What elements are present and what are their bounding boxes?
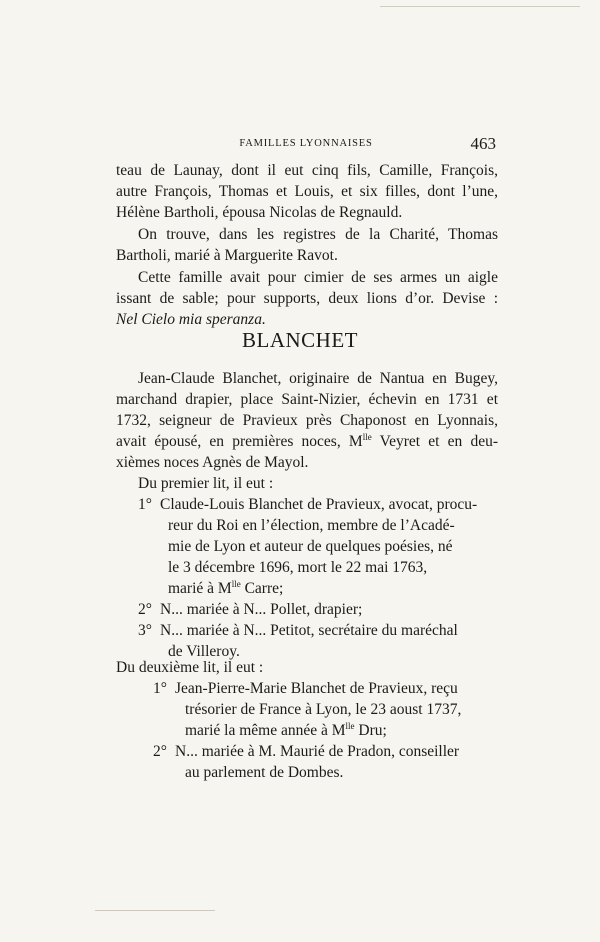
item-text bbox=[160, 620, 458, 662]
item-text bbox=[160, 494, 477, 599]
text-line bbox=[175, 720, 461, 741]
text-line: xièmes noces Agnès de Mayol. bbox=[116, 454, 309, 471]
text-line: reur du Roi en l’élection, membre de l’Acadé- bbox=[168, 517, 455, 534]
text-line: N... mariée à N... Pollet, drapier; bbox=[160, 601, 363, 618]
text-line: Jean-Pierre-Marie Blanchet de Pravieux, reçu bbox=[175, 680, 458, 697]
running-head bbox=[116, 134, 496, 158]
text-line: le 3 décembre 1696, mort le 22 mai 1763, bbox=[168, 559, 428, 576]
text-line: marchand drapier, place Saint-Nizier, échevin en 1731 et bbox=[116, 391, 498, 408]
item-number: 1° bbox=[153, 680, 167, 697]
first-child-2 bbox=[138, 599, 362, 620]
page-number: 463 bbox=[470, 134, 496, 153]
text-line: Jean-Claude Blanchet, originaire de Nantua en Bugey, bbox=[138, 370, 498, 387]
item-text bbox=[175, 741, 459, 783]
running-title: FAMILLES LYONNAISES bbox=[239, 138, 373, 149]
text-fragment: avait épousé, en premières noces, M bbox=[116, 433, 363, 450]
text-fragment: Carre; bbox=[240, 580, 284, 597]
intro-paragraph-3 bbox=[116, 267, 498, 330]
text-line: N... mariée à M. Maurié de Pradon, conseiller bbox=[175, 743, 460, 760]
motto: Nel Cielo mia speranza. bbox=[116, 311, 266, 328]
text-line: N... mariée à N... Petitot, secrétaire du maréchal bbox=[160, 622, 458, 639]
text-line: autre François, Thomas et Louis, et six filles, dont l’une, bbox=[116, 183, 498, 200]
text-line: trésorier de France à Lyon, le 23 aoust 1737, bbox=[185, 701, 462, 718]
text-line: Du deuxième lit, il eut : bbox=[116, 659, 264, 676]
text-line: 1732, seigneur de Pravieux près Chaponost en Lyonnais, bbox=[116, 412, 498, 429]
superscript: lle bbox=[231, 579, 241, 589]
item-number: 1° bbox=[138, 496, 152, 513]
item-number: 2° bbox=[153, 743, 167, 760]
text-line bbox=[160, 578, 477, 599]
second-child-2 bbox=[153, 741, 459, 783]
text-fragment: Dru; bbox=[354, 722, 387, 739]
blanchet-paragraph bbox=[116, 368, 498, 473]
text-line: Claude-Louis Blanchet de Pravieux, avocat, procu- bbox=[160, 496, 478, 513]
first-child-1 bbox=[138, 494, 477, 599]
second-bed-heading bbox=[116, 657, 498, 678]
section-title: BLANCHET bbox=[242, 328, 358, 352]
text-line: de Villeroy. bbox=[168, 643, 240, 660]
intro-paragraph-2 bbox=[116, 224, 498, 266]
intro-paragraph-1 bbox=[116, 160, 498, 223]
text-line: mie de Lyon et auteur de quelques poésies, né bbox=[168, 538, 453, 555]
item-text bbox=[160, 599, 362, 620]
text-line: Du premier lit, il eut : bbox=[138, 475, 274, 492]
item-text bbox=[175, 678, 461, 741]
text-line: Hélène Bartholi, épousa Nicolas de Regnauld. bbox=[116, 204, 403, 221]
item-number: 3° bbox=[138, 622, 152, 639]
first-child-3 bbox=[138, 620, 458, 662]
first-bed-heading bbox=[116, 473, 498, 494]
second-child-1 bbox=[153, 678, 461, 741]
top-edge-rule bbox=[380, 6, 580, 7]
item-number: 2° bbox=[138, 601, 152, 618]
text-line: Cette famille avait pour cimier de ses armes un aigle bbox=[138, 269, 498, 286]
text-line: issant de sable; pour supports, deux lions d’or. Devise : bbox=[116, 290, 498, 307]
text-line: Bartholi, marié à Marguerite Ravot. bbox=[116, 247, 338, 264]
text-fragment: marié à M bbox=[168, 580, 232, 597]
text-line: teau de Launay, dont il eut cinq fils, Camille, François, bbox=[116, 162, 498, 179]
text-line: On trouve, dans les registres de la Charité, Thomas bbox=[138, 226, 498, 243]
superscript: lle bbox=[362, 432, 372, 442]
text-line: au parlement de Dombes. bbox=[185, 764, 344, 781]
text-fragment: marié la même année à M bbox=[185, 722, 346, 739]
superscript: lle bbox=[345, 721, 355, 731]
text-fragment: Veyret et en deu- bbox=[371, 433, 498, 450]
bottom-edge-rule bbox=[95, 910, 215, 911]
text-line bbox=[116, 431, 498, 452]
